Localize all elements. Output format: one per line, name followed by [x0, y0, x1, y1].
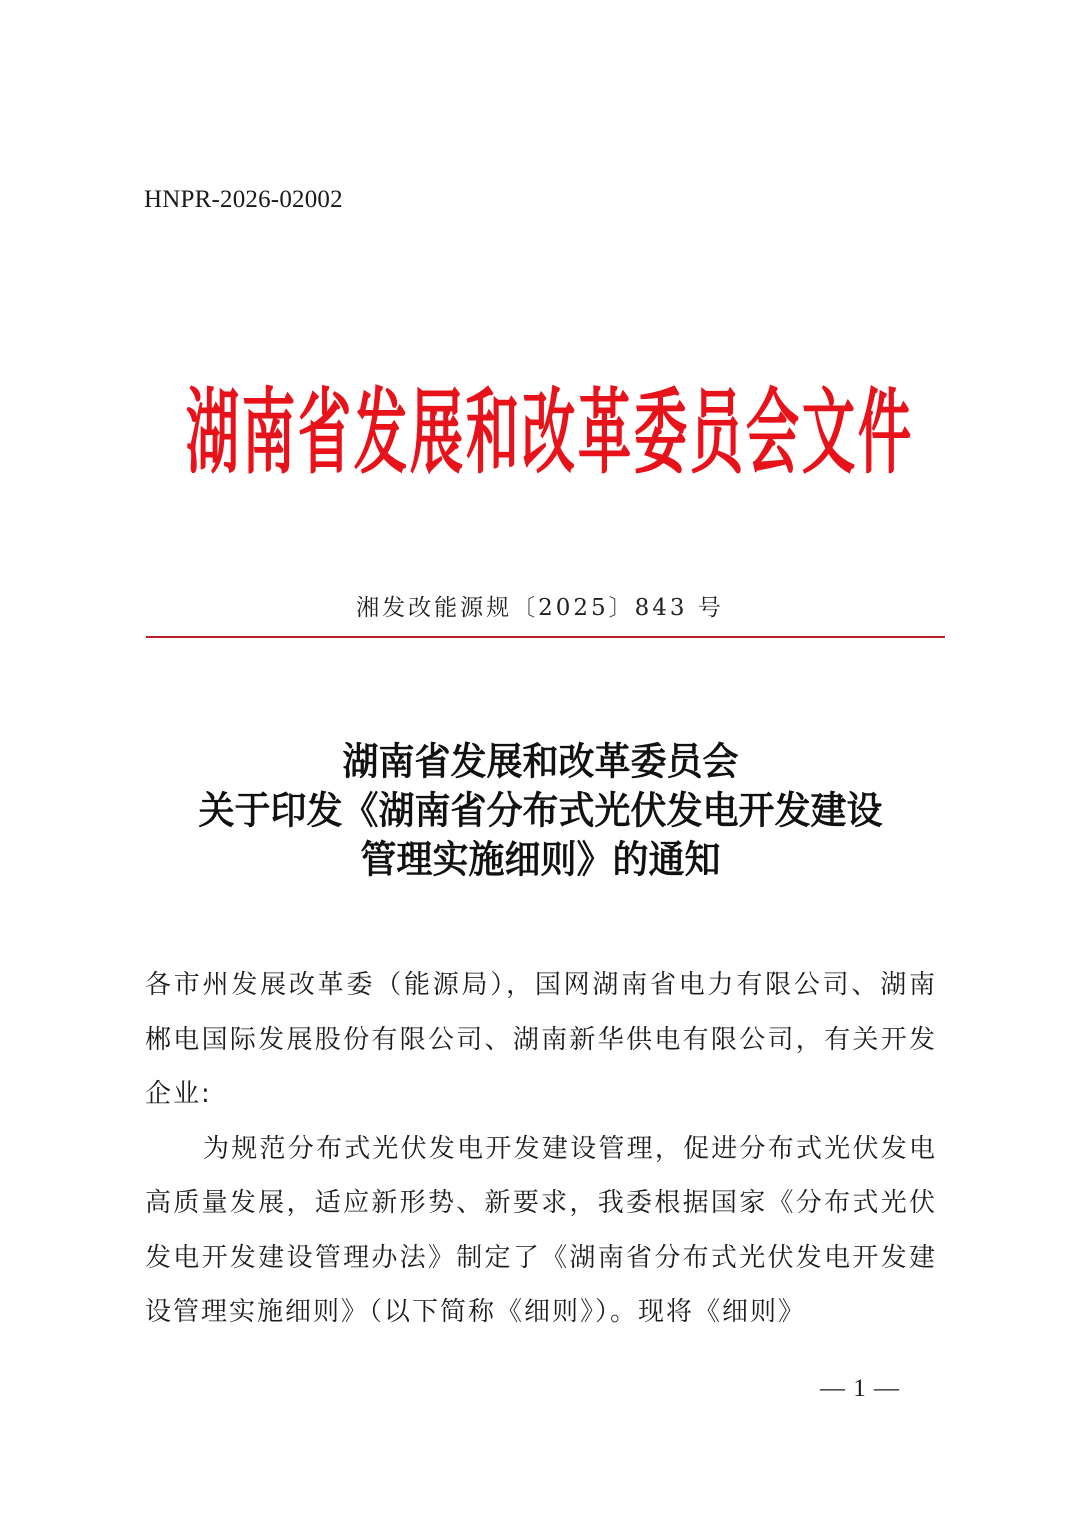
- masthead-char: 件: [857, 379, 912, 487]
- addressees-paragraph: 各市州发展改革委（能源局），国网湖南省电力有限公司、湖南郴电国际发展股份有限公司、湖南新华供电有限公司，有关开发企业:: [145, 970, 937, 1109]
- document-body: [145, 958, 937, 1340]
- document-code: HNPR-2026-02002: [144, 186, 343, 213]
- title-line-3: 管理实施细则》的通知: [360, 837, 721, 883]
- masthead-char: 和: [465, 379, 520, 487]
- body-paragraph: 为规范分布式光伏发电开发建设管理，促进分布式光伏发电高质量发展，适应新形势、新要求，我委根据国家《分布式光伏发电开发建设管理办法》制定了《湖南省分布式光伏发电开发建设管理实施细则》（以下简称《细则》）。现将《细则》: [145, 1133, 937, 1327]
- masthead-char: 革: [577, 379, 632, 487]
- masthead-char: 员: [689, 379, 744, 487]
- masthead-char: 省: [297, 379, 352, 487]
- masthead-char: 发: [353, 379, 408, 487]
- masthead-char: 改: [521, 379, 576, 487]
- title-line-1: 湖南省发展和改革委员会: [342, 739, 739, 785]
- masthead-char: 展: [409, 379, 464, 487]
- masthead-title: [178, 378, 912, 488]
- document-number: 湘发改能源规〔2025〕843 号: [356, 595, 724, 621]
- masthead-char: 文: [801, 379, 856, 487]
- red-divider-line: [146, 636, 945, 638]
- masthead-char: 南: [241, 379, 296, 487]
- page-number: — 1 —: [820, 1375, 900, 1402]
- masthead-char: 会: [745, 379, 800, 487]
- masthead-char: 委: [633, 379, 688, 487]
- notice-title: [0, 738, 1075, 885]
- title-line-2: 关于印发《湖南省分布式光伏发电开发建设: [198, 788, 883, 834]
- masthead-char: 湖: [185, 379, 240, 487]
